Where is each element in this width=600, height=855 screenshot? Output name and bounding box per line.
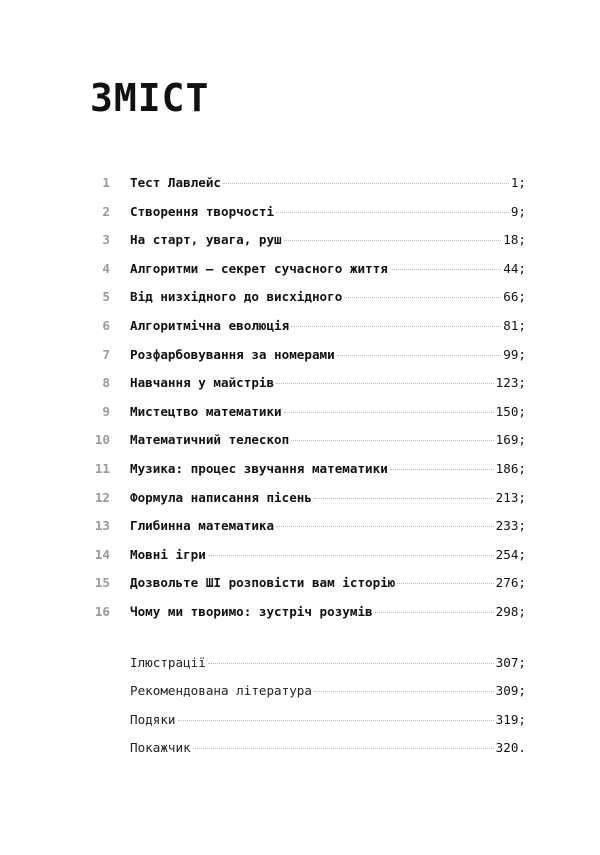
- chapter-number: 11: [94, 460, 110, 476]
- entry-title: Від низхідного до висхідного: [130, 289, 343, 305]
- entry-title: Чому ми творимо: зустріч розумів: [130, 603, 373, 619]
- dot-leader: [208, 663, 494, 664]
- page-number: 150;: [495, 403, 526, 419]
- dot-leader: [276, 526, 494, 527]
- page-number: 319;: [495, 711, 526, 727]
- dot-leader: [314, 498, 494, 499]
- chapter-number: 4: [102, 260, 110, 276]
- dot-leader: [344, 297, 501, 298]
- dot-leader: [375, 612, 494, 613]
- toc-chapter-entry[interactable]: [80, 490, 526, 519]
- chapter-number: 1: [102, 175, 110, 190]
- page-number: 186;: [495, 460, 526, 476]
- chapter-number: 2: [102, 203, 110, 219]
- toc-chapter-entry[interactable]: [80, 547, 526, 576]
- dot-leader: [291, 440, 493, 441]
- dot-leader: [284, 412, 494, 413]
- dot-leader: [178, 720, 494, 721]
- toc-chapter-entry[interactable]: [80, 347, 526, 376]
- toc-chapter-entry[interactable]: [80, 204, 526, 233]
- dot-leader: [276, 212, 509, 213]
- page-number: 1;: [510, 175, 526, 190]
- dot-leader: [276, 383, 494, 384]
- entry-title: Мовні ігри: [130, 546, 206, 562]
- toc-chapter-entry[interactable]: [80, 604, 526, 633]
- chapter-number: 5: [102, 289, 110, 305]
- dot-leader: [291, 326, 501, 327]
- chapter-number: 8: [102, 375, 110, 391]
- page-number: 276;: [495, 575, 526, 591]
- page-number: 307;: [495, 654, 526, 670]
- page-number: 169;: [495, 432, 526, 448]
- dot-leader: [284, 240, 502, 241]
- entry-title: Глибинна математика: [130, 518, 275, 534]
- entry-title: Ілюстрації: [130, 654, 206, 670]
- page-number: 99;: [503, 346, 526, 362]
- page-number: 44;: [503, 260, 526, 276]
- chapter-number: 9: [102, 403, 110, 419]
- page-number: 254;: [495, 546, 526, 562]
- page-title: ЗМІСТ: [90, 76, 210, 120]
- chapter-number: 15: [94, 575, 110, 591]
- page-number: 66;: [503, 289, 526, 305]
- entry-title: Покажчик: [130, 740, 191, 756]
- toc-chapter-entry[interactable]: [80, 318, 526, 347]
- dot-leader: [223, 183, 509, 184]
- entry-title: Мистецтво математики: [130, 403, 282, 419]
- page-number: 18;: [503, 232, 526, 248]
- page-number: 81;: [503, 317, 526, 333]
- entry-title: Подяки: [130, 711, 176, 727]
- page-number: 233;: [495, 518, 526, 534]
- page-number: 213;: [495, 489, 526, 505]
- chapter-number: 14: [94, 546, 110, 562]
- entry-title: Тест Лавлейс: [130, 175, 221, 190]
- page-number: 9;: [510, 203, 526, 219]
- chapter-number: 12: [94, 489, 110, 505]
- toc-chapter-entry[interactable]: [80, 261, 526, 290]
- toc-chapter-entry[interactable]: [80, 575, 526, 604]
- entry-title: Формула написання пісень: [130, 489, 312, 505]
- entry-title: Створення творчості: [130, 203, 275, 219]
- dot-leader: [390, 269, 501, 270]
- chapter-number: 16: [94, 603, 110, 619]
- dot-leader: [337, 355, 502, 356]
- toc-chapter-entry[interactable]: [80, 461, 526, 490]
- toc-extra-entry[interactable]: [80, 655, 526, 684]
- dot-leader: [390, 469, 494, 470]
- chapter-number: 6: [102, 317, 110, 333]
- chapter-number: 10: [94, 432, 110, 448]
- page-number: 298;: [495, 603, 526, 619]
- entry-title: Навчання у майстрів: [130, 375, 275, 391]
- dot-leader: [397, 583, 493, 584]
- entry-title: Математичний телескоп: [130, 432, 290, 448]
- page-number: 309;: [495, 683, 526, 699]
- toc-chapter-entry[interactable]: [80, 232, 526, 261]
- entry-title: Дозвольте ШІ розповісти вам історію: [130, 575, 396, 591]
- chapter-number: 7: [102, 346, 110, 362]
- toc-extra-entry[interactable]: [80, 683, 526, 712]
- chapter-number: 3: [102, 232, 110, 248]
- entry-title: Розфарбовування за номерами: [130, 346, 335, 362]
- toc-extra-entry[interactable]: [80, 740, 526, 769]
- page-number: 320.: [495, 740, 526, 756]
- toc-chapter-entry[interactable]: [80, 289, 526, 318]
- chapter-number: 13: [94, 518, 110, 534]
- page-number: 123;: [495, 375, 526, 391]
- entry-title: Алгоритми — секрет сучасного життя: [130, 260, 388, 276]
- entry-title: Алгоритмічна еволюція: [130, 317, 290, 333]
- toc-chapter-entry[interactable]: [80, 375, 526, 404]
- toc-chapter-entry[interactable]: [80, 432, 526, 461]
- section-gap: [80, 633, 526, 655]
- dot-leader: [193, 748, 494, 749]
- toc-chapter-entry[interactable]: [80, 404, 526, 433]
- dot-leader: [314, 691, 494, 692]
- dot-leader: [208, 555, 494, 556]
- toc-chapter-entry[interactable]: [80, 175, 526, 204]
- toc-extra-entry[interactable]: [80, 712, 526, 741]
- entry-title: Рекомендована література: [130, 683, 312, 699]
- entry-title: На старт, увага, руш: [130, 232, 282, 248]
- toc-chapter-entry[interactable]: [80, 518, 526, 547]
- entry-title: Музика: процес звучання математики: [130, 460, 388, 476]
- table-of-contents: [80, 175, 526, 769]
